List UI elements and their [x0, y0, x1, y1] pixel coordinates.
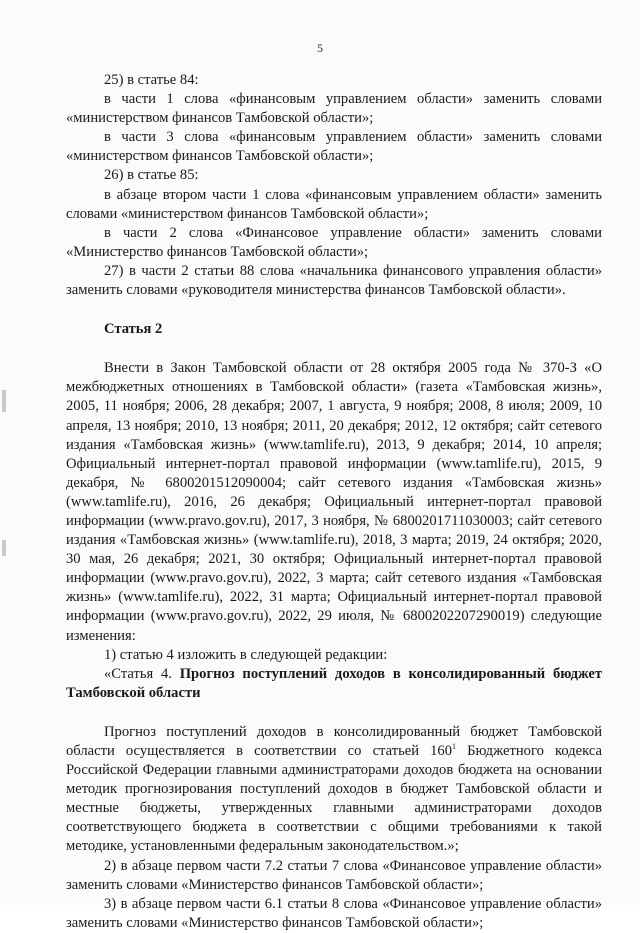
paragraph: в части 3 слова «финансовым управлением области» заменить словами «министерством финансов Тамбовской области»; — [66, 129, 602, 165]
scan-margin-mark — [2, 540, 6, 556]
paragraph: 25) в статье 84: — [104, 72, 199, 88]
paragraph: Внести в Закон Тамбовской области от 28 октября 2005 года № 370-З «О межбюджетных отношениях в Тамбовской области» (газета «Тамбовская жизнь», 2005, 11 ноября; 2006, 28 декабря; 2007, 1 августа, 9 ноября; 2008, 8 июля; 2009, 10 апреля, 13 ноября; 2010, 13 ноября; 2011, 20 декабря; 2012, 12 октября; сайт сетевого издания «Тамбовская жизнь» (www.tamlife.ru), 2013, 9 декабря; 2014, 10 апреля; Официальный интернет-портал правовой информации (www.tamlife.ru), 2015, 9 декабря, № 6800201512090004; сайт сетевого издания «Тамбовская жизнь» (www.tamlife.ru), 2016, 26 декабря; Официальный интернет-портал правовой информации (www.pravo.gov.ru), 2017, 3 ноября, № 6800201711030003; сайт сетевого издания «Тамбовская жизнь» (www.tamlife.ru), 2018, 3 марта; 2019, 24 октября; 2020, 30 мая, 26 декабря; 2021, 30 октября; Официальный интернет-портал правовой информации (www.pravo.gov.ru), 2022, 3 марта; сайт сетевого издания «Тамбовская жизнь» (www.tamlife.ru), 2022, 31 марта; Официальный интернет-портал правовой информации (www.pravo.gov.ru), 2022, 29 июля, № 6800202207290019) следующие изменения: — [66, 360, 602, 644]
paragraph-text: Бюджетного кодекса Российской Федерации главными администраторами доходов бюджета на основании методик прогнозирования поступлений доходов в бюджет Тамбовской области и местные бюджеты, утвержденных главными администраторами доходов соответствующего бюджета в соответствии с общими требованиями к такой методике, установленными федеральным законодательством.»; — [66, 743, 602, 855]
paragraph: в абзаце втором части 1 слова «финансовым управлением области» заменить словами «министерством финансов Тамбовской области»; — [66, 186, 602, 222]
page-number: 5 — [317, 41, 323, 55]
paragraph: 3) в абзаце первом части 6.1 статьи 8 слова «Финансовое управление области» заменить словами «Министерство финансов Тамбовской области»; — [66, 895, 602, 931]
article-heading: Статья 2 — [104, 321, 163, 338]
paragraph: в части 1 слова «финансовым управлением области» заменить словами «министерством финансов Тамбовской области»; — [66, 91, 602, 127]
document-body — [66, 71, 602, 933]
paragraph — [66, 723, 602, 857]
paragraph: 27) в части 2 статьи 88 слова «начальника финансового управления области» заменить словами «руководителя министерства финансов Тамбовской области». — [66, 262, 602, 299]
paragraph: 1) статью 4 изложить в следующей редакции: — [104, 646, 388, 663]
paragraph: 26) в статье 85: — [104, 167, 199, 184]
superscript: 1 — [452, 742, 457, 752]
quoted-article-name: Прогноз поступлений доходов в консолидированный бюджет Тамбовской области — [66, 665, 602, 701]
quoted-article-prefix: «Статья 4. — [104, 665, 180, 682]
paragraph-text: Прогноз поступлений доходов в консолидированный бюджет Тамбовской области осуществляется в соответствии со статьей 160 — [66, 723, 602, 759]
scan-margin-mark — [2, 390, 6, 412]
paragraph: 2) в абзаце первом части 7.2 статьи 7 слова «Финансовое управление области» заменить словами «Министерство финансов Тамбовской области»; — [66, 857, 602, 893]
quoted-article-title — [66, 665, 602, 703]
paragraph: в части 2 слова «Финансовое управление области» заменить словами «Министерство финансов Тамбовской области»; — [66, 224, 602, 260]
